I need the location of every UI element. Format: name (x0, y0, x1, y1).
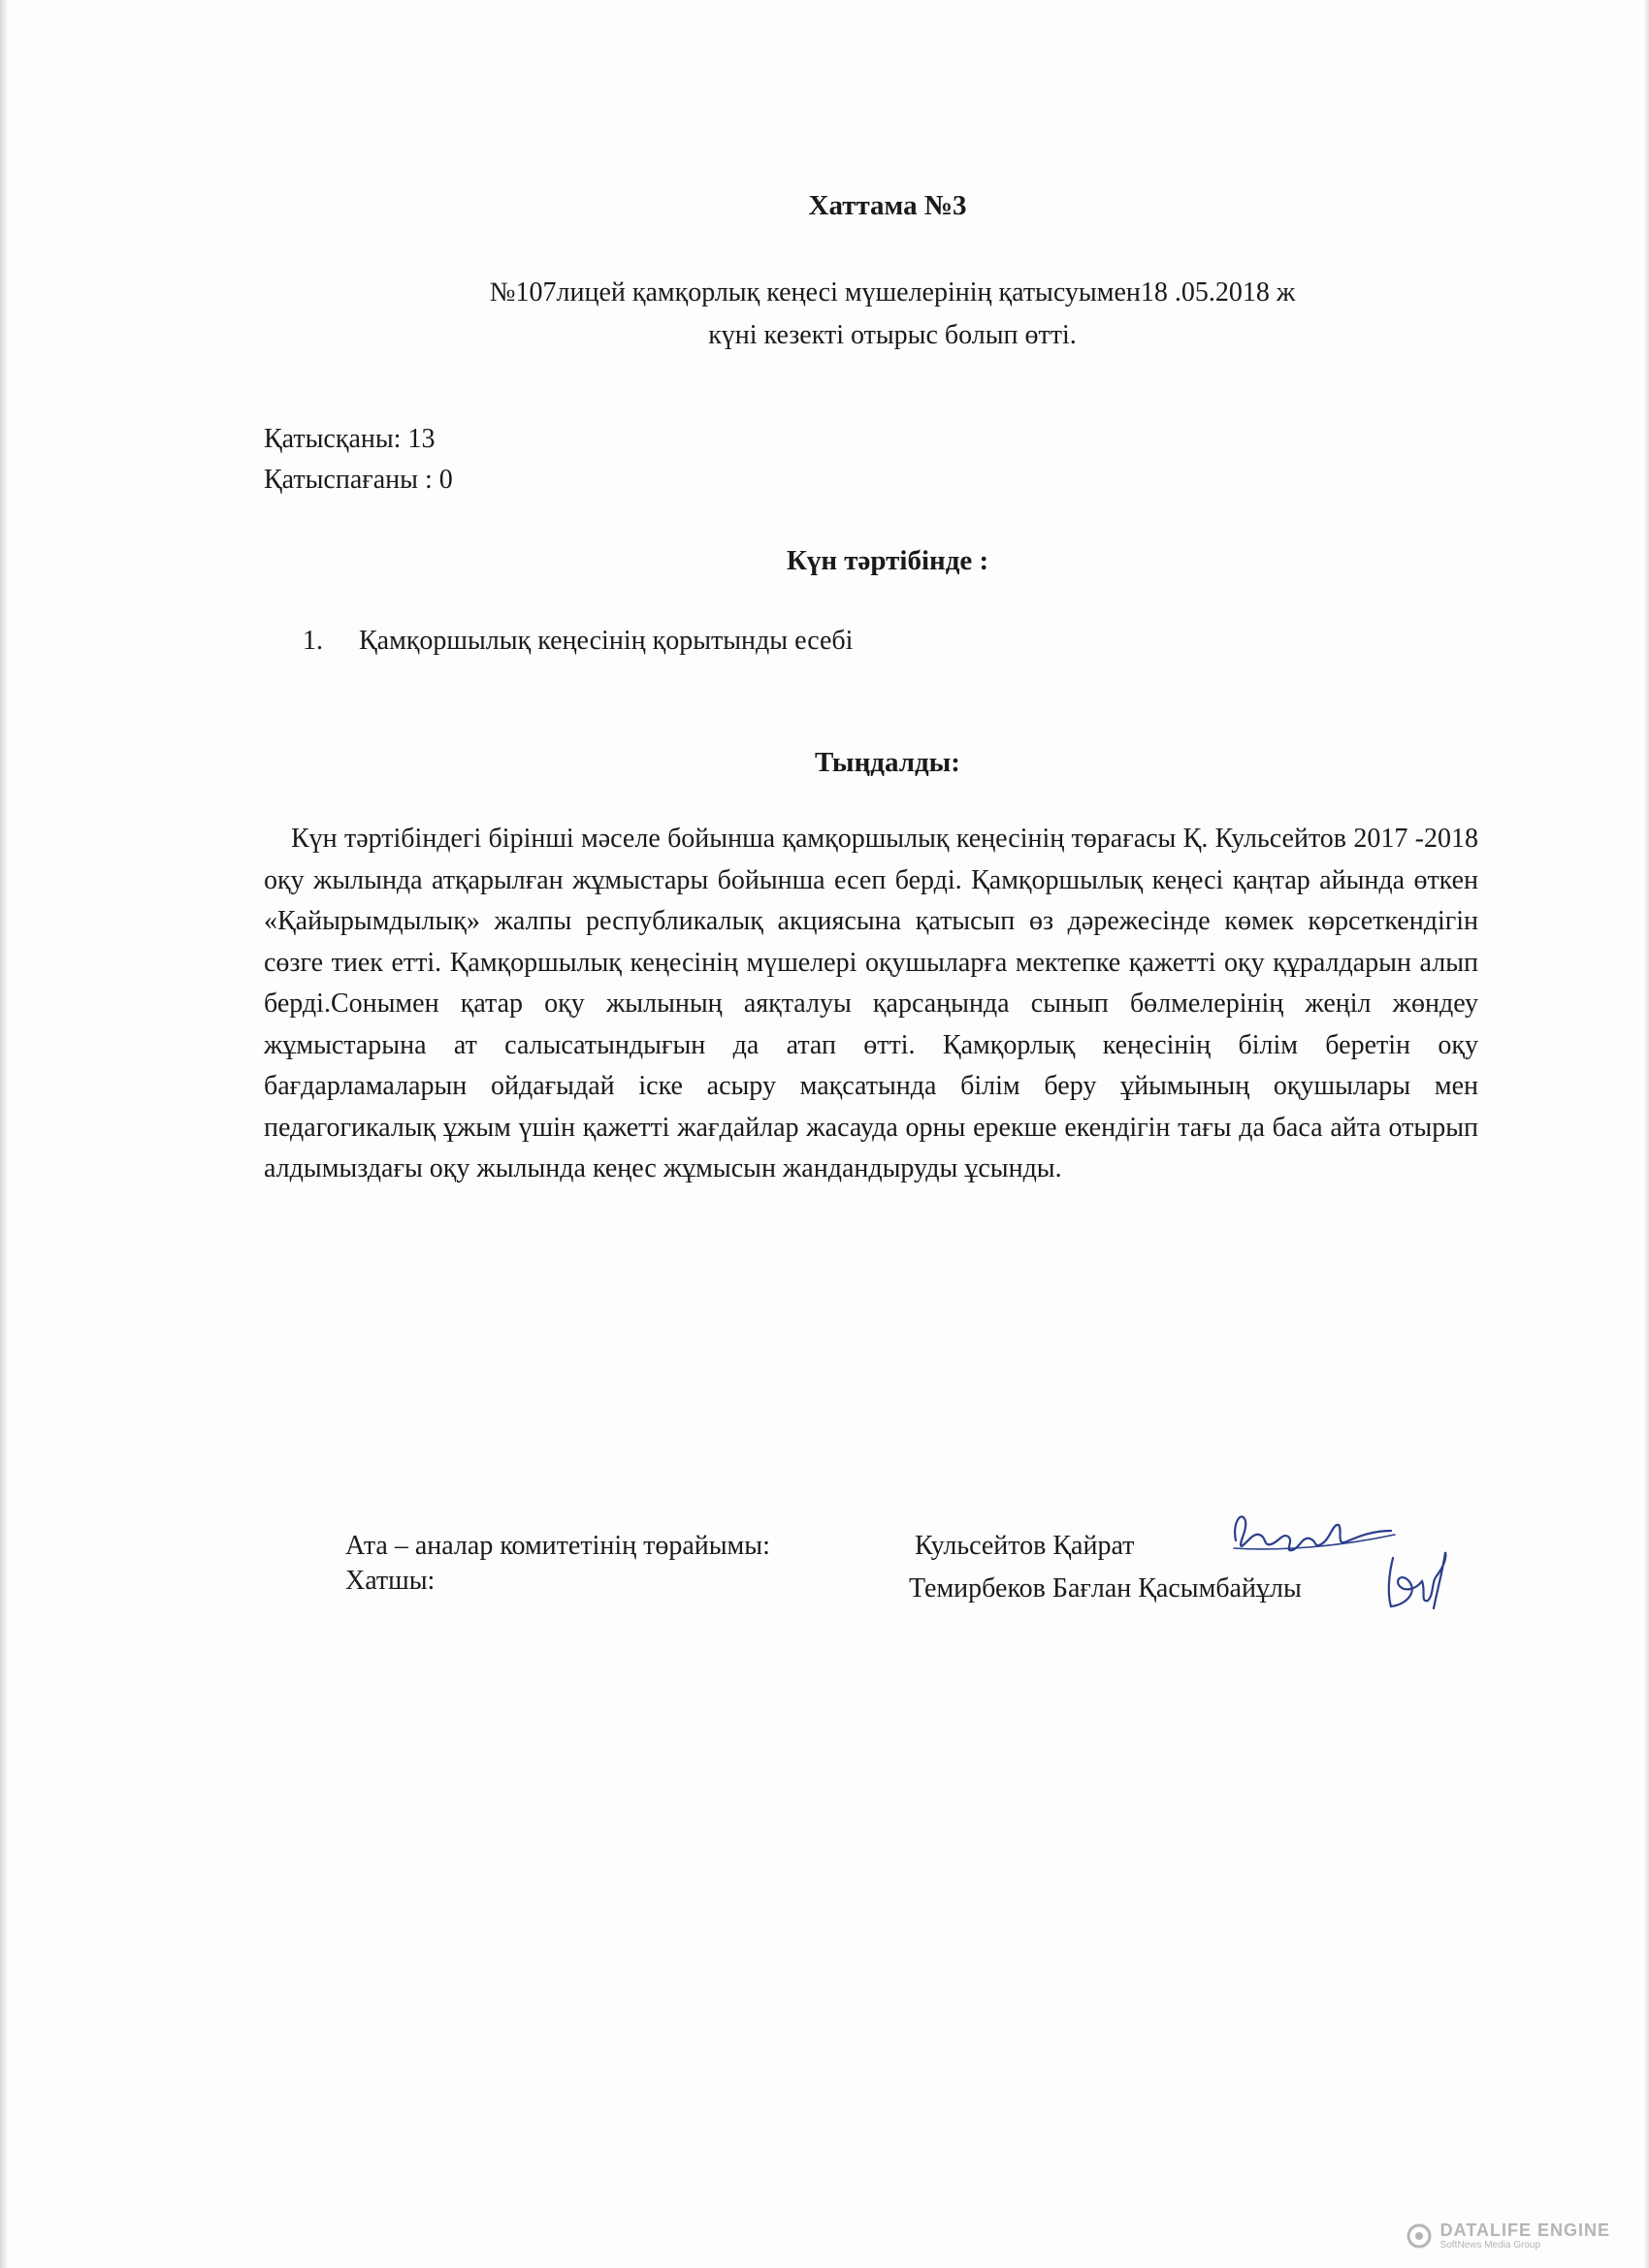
subtitle-line-1: №107лицей қамқорлық кеңесі мүшелерінің қатысуымен18 .05.2018 ж (489, 277, 1296, 308)
agenda-item-text: Қамқоршылық кеңесінің қорытынды есебі (359, 626, 854, 656)
attendance-block (264, 419, 453, 501)
attendance-absent: Қатыспағаны : 0 (264, 465, 453, 495)
watermark-brand: DATALIFE ENGINE (1439, 2220, 1610, 2240)
watermark-tagline: SoftNews Media Group (1439, 2240, 1541, 2251)
document-subtitle (446, 272, 1339, 357)
body-paragraph: Күн тәртібіндегі бірінші мәселе бойынша қамқоршылық кеңесінің төрағасы Қ. Кульсейтов 2017 -2018 оқу жылында атқарылған жұмыстары бойынша есеп берді. Қамқоршылық кеңесі қаңтар айында өткен «Қайырымдылық» жалпы республикалық акциясына қатысып өз дәрежесінде көмек көрсеткендігін сөзге тиек етті. Қамқоршылық кеңесінің мүшелері оқушыларға мектепке қажетті оқу құралдарын алып берді.Сонымен қатар оқу жылының аяқталуы қарсаңында сынып бөлмелерінің жеңіл жөндеу жұмыстарына ат салысатындығын да атап өтті. Қамқорлық кеңесінің білім беретін оқу бағдарламаларын ойдағыдай іске асыру мақсатында білім беру ұйымының оқушылары мен педагогикалық ұжым үшін қажетті жағдайлар жасауда орны ерекше екендігін тағы да баса айта отырып алдымыздағы оқу жылында кеңес жұмысын жандандыруды ұсынды. (264, 824, 1478, 1183)
attendance-present: Қатысқаны: 13 (264, 424, 436, 454)
signatory-role-secretary: Хатшы: (345, 1566, 436, 1596)
signatory-name-chair: Кульсейтов Қайрат (915, 1531, 1135, 1561)
agenda-item-number: 1. (303, 626, 323, 656)
document-title: Хаттама №3 (808, 190, 967, 221)
signatory-name-secretary: Темирбеков Бағлан Қасымбайұлы (909, 1573, 1302, 1604)
datalife-logo-icon (1406, 2222, 1433, 2250)
heard-heading: Тыңдалды: (815, 747, 960, 778)
secretary-signature (1377, 1544, 1465, 1622)
scan-edge-left (0, 0, 8, 2268)
agenda-item (303, 626, 853, 657)
agenda-heading: Күн тәртібінде : (786, 545, 989, 576)
signatory-role-chair: Ата – аналар комитетінің төрайымы: (345, 1531, 770, 1561)
watermark (1406, 2221, 1610, 2251)
subtitle-line-2: күні кезекті отырыс болып өтті. (708, 320, 1077, 350)
scan-edge-right (1643, 0, 1649, 2268)
